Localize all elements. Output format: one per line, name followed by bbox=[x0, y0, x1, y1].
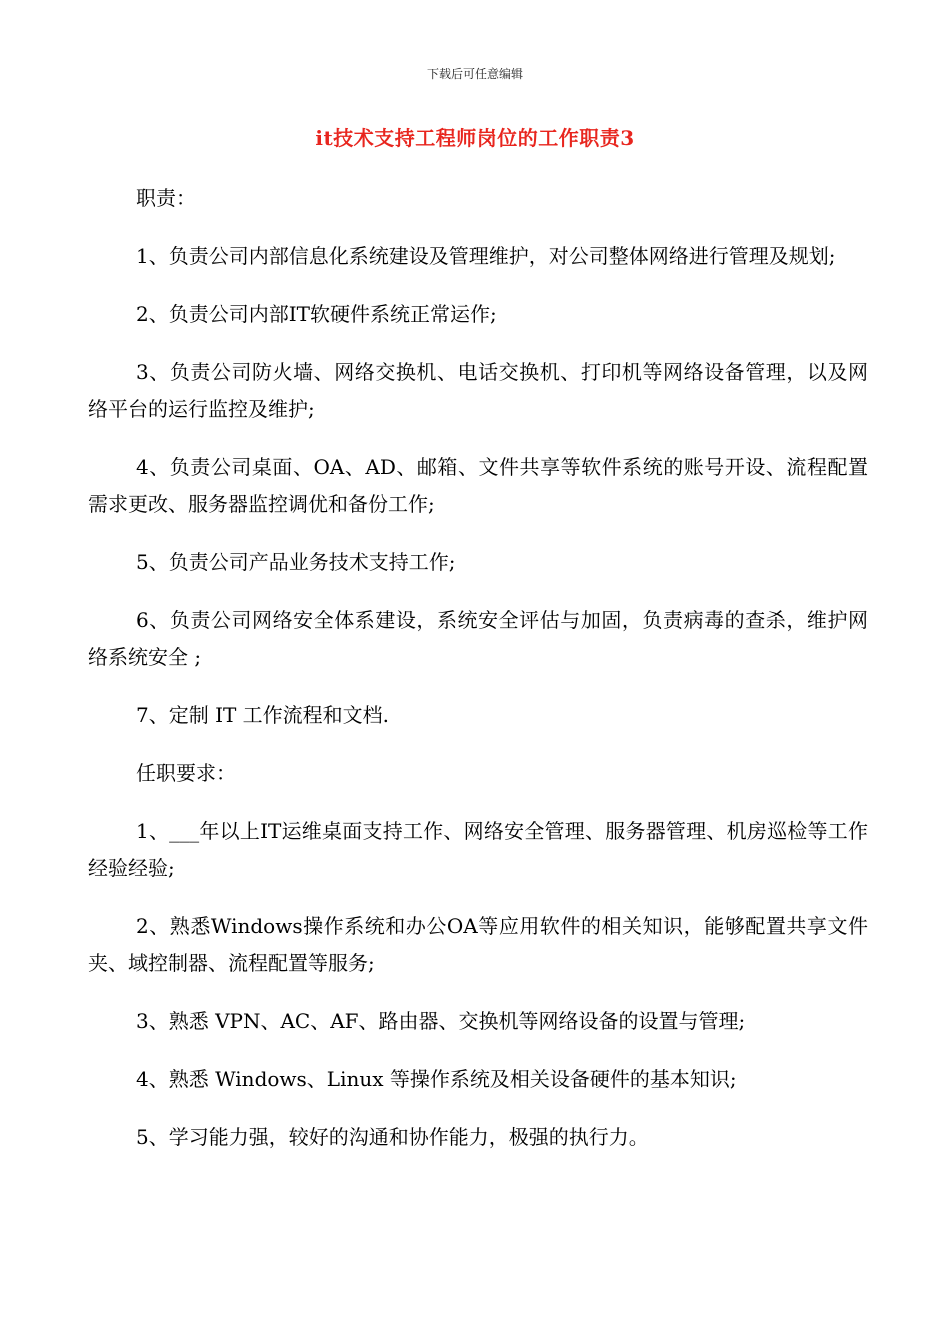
duty-item-4: 4、负责公司桌面、OA、AD、邮箱、文件共享等软件系统的账号开设、流程配置需求更改、服务器监控调优和备份工作; bbox=[88, 455, 868, 516]
requirements-heading: 任职要求： bbox=[136, 761, 236, 785]
page-header-note: 下载后可任意编辑 bbox=[426, 67, 523, 81]
requirement-item-2: 2、熟悉Windows操作系统和办公OA等应用软件的相关知识，能够配置共享文件夹、域控制器、流程配置等服务; bbox=[88, 914, 868, 975]
document-body bbox=[88, 180, 868, 1177]
requirement-item-3: 3、熟悉 VPN、AC、AF、路由器、交换机等网络设备的设置与管理; bbox=[136, 1009, 746, 1033]
duty-item-5: 5、负责公司产品业务技术支持工作; bbox=[136, 550, 456, 574]
requirement-item-5: 5、学习能力强，较好的沟通和协作能力，极强的执行力。 bbox=[136, 1125, 649, 1149]
duties-heading: 职责： bbox=[136, 186, 196, 210]
duty-item-1: 1、负责公司内部信息化系统建设及管理维护，对公司整体网络进行管理及规划; bbox=[136, 244, 836, 268]
requirement-item-1: 1、___年以上IT运维桌面支持工作、网络安全管理、服务器管理、机房巡检等工作经验经验; bbox=[88, 819, 868, 880]
requirement-item-4: 4、熟悉 Windows、Linux 等操作系统及相关设备硬件的基本知识; bbox=[136, 1067, 737, 1091]
duty-item-7: 7、定制 IT 工作流程和文档. bbox=[136, 703, 390, 727]
document-title: it技术支持工程师岗位的工作职责3 bbox=[315, 126, 635, 150]
duty-item-2: 2、负责公司内部IT软硬件系统正常运作; bbox=[136, 302, 497, 326]
duty-item-3: 3、负责公司防火墙、网络交换机、电话交换机、打印机等网络设备管理，以及网络平台的运行监控及维护; bbox=[88, 360, 868, 421]
duty-item-6: 6、负责公司网络安全体系建设，系统安全评估与加固，负责病毒的查杀，维护网络系统安全 ; bbox=[88, 608, 868, 669]
